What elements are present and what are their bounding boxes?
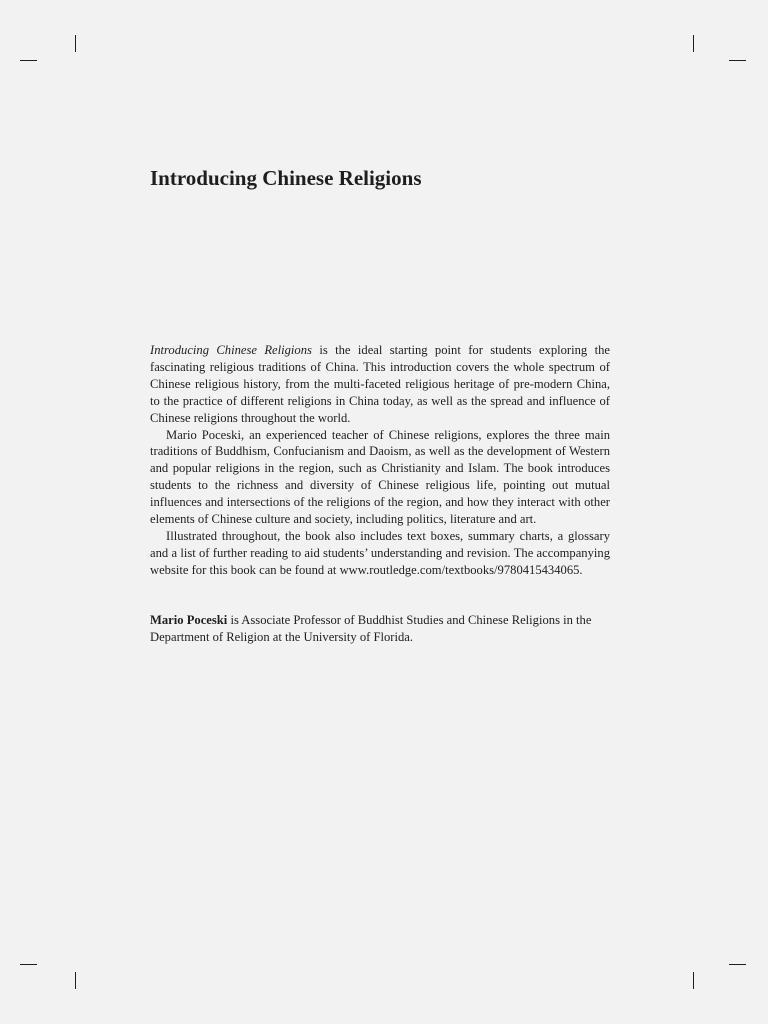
crop-mark-bottom-right-v — [693, 972, 694, 989]
author-name: Mario Poceski — [150, 613, 228, 627]
crop-mark-top-left-v — [75, 35, 76, 52]
description-p3-text: Illustrated throughout, the book also includes text boxes, summary charts, a glossary and a list of further reading to aid students’ understanding and revision. The accompanying website for this book can be found at — [150, 528, 610, 577]
book-description — [150, 342, 610, 579]
description-paragraph-2: Mario Poceski, an experienced teacher of Chinese religions, explores the three main traditions of Buddhism, Confucianism and Daoism, as well as the development of Western and popular religions in the region, such as Christianity and Islam. The book introduces students to the richness and diversity of Chinese religious life, pointing out mutual influences and intersections of the religions of the region, and how they interact with other elements of Chinese culture and society, including politics, literature and art. — [150, 427, 610, 527]
description-paragraph-3 — [150, 528, 610, 579]
author-bio — [150, 612, 610, 646]
crop-mark-bottom-left-v — [75, 972, 76, 989]
crop-mark-bottom-right-h — [729, 964, 746, 965]
book-title-italic: Introducing Chinese Religions — [150, 343, 312, 357]
website-url: www.routledge.com/textbooks/9780415434065. — [339, 562, 583, 577]
crop-mark-top-left-h — [20, 60, 37, 61]
crop-mark-top-right-v — [693, 35, 694, 52]
description-paragraph-1 — [150, 342, 610, 427]
crop-mark-bottom-left-h — [20, 964, 37, 965]
crop-mark-top-right-h — [729, 60, 746, 61]
description-p1-text: is the ideal starting point for students exploring the fascinating religious traditions of China. This introduction covers the whole spectrum of Chinese religious history, from the multi-faceted religious heritage of pre-modern China, to the practice of different religions in China today, as well as the spread and influence of Chinese religions throughout the world. — [150, 343, 610, 425]
page-title: Introducing Chinese Religions — [150, 166, 422, 190]
author-bio-text: is Associate Professor of Buddhist Studies and Chinese Religions in the Department of Religion at the University of Florida. — [150, 613, 592, 644]
